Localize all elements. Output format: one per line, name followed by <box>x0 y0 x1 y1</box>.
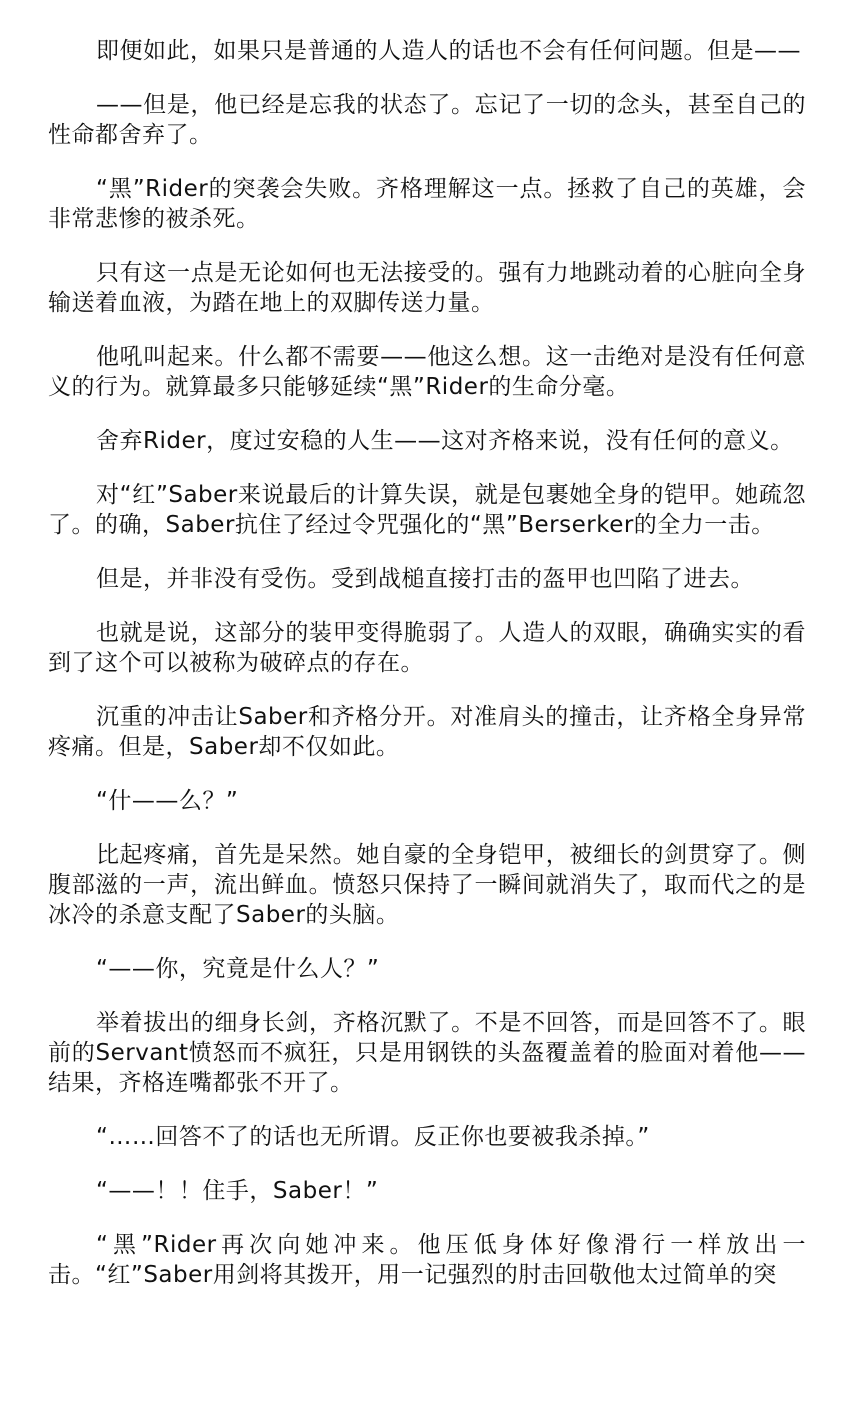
paragraph: “黑”Rider再次向她冲来。他压低身体好像滑行一样放出一击。“红”Saber用剑将其拨开，用一记强烈的肘击回敬他太过简单的突 <box>48 1232 806 1288</box>
paragraph: 但是，并非没有受伤。受到战槌直接打击的盔甲也凹陷了进去。 <box>96 566 754 592</box>
dialogue-line: “……回答不了的话也无所谓。反正你也要被我杀掉。” <box>96 1124 650 1150</box>
paragraph: 舍弃Rider，度过安稳的人生——这对齐格来说，没有任何的意义。 <box>96 428 794 454</box>
paragraph: 他吼叫起来。什么都不需要——他这么想。这一击绝对是没有任何意义的行为。就算最多只能够延续“黑”Rider的生命分毫。 <box>48 344 806 400</box>
dialogue-line: “——你，究竟是什么人？” <box>96 956 380 982</box>
paragraph: 即便如此，如果只是普通的人造人的话也不会有任何问题。但是—— <box>96 38 801 64</box>
paragraph: ——但是，他已经是忘我的状态了。忘记了一切的念头，甚至自己的性命都舍弃了。 <box>48 92 806 148</box>
paragraph: 只有这一点是无论如何也无法接受的。强有力地跳动着的心脏向全身输送着血液，为踏在地上的双脚传送力量。 <box>48 260 806 316</box>
dialogue-line: “——！！住手，Saber！” <box>96 1178 379 1204</box>
paragraph: 也就是说，这部分的装甲变得脆弱了。人造人的双眼，确确实实的看到了这个可以被称为破碎点的存在。 <box>48 620 806 676</box>
paragraph: 举着拔出的细身长剑，齐格沉默了。不是不回答，而是回答不了。眼前的Servant愤怒而不疯狂，只是用钢铁的头盔覆盖着的脸面对着他——结果，齐格连嘴都张不开了。 <box>48 1010 806 1096</box>
paragraph: 比起疼痛，首先是呆然。她自豪的全身铠甲，被细长的剑贯穿了。侧腹部滋的一声，流出鲜血。愤怒只保持了一瞬间就消失了，取而代之的是冰冷的杀意支配了Saber的头脑。 <box>48 842 806 928</box>
paragraph: 沉重的冲击让Saber和齐格分开。对准肩头的撞击，让齐格全身异常疼痛。但是，Saber却不仅如此。 <box>48 704 806 760</box>
dialogue-line: “什——么？” <box>96 788 239 814</box>
paragraph: “黑”Rider的突袭会失败。齐格理解这一点。拯救了自己的英雄，会非常悲惨的被杀死。 <box>48 176 806 232</box>
novel-page <box>48 36 806 1314</box>
paragraph: 对“红”Saber来说最后的计算失误，就是包裹她全身的铠甲。她疏忽了。的确，Saber抗住了经过令咒强化的“黑”Berserker的全力一击。 <box>48 482 806 538</box>
